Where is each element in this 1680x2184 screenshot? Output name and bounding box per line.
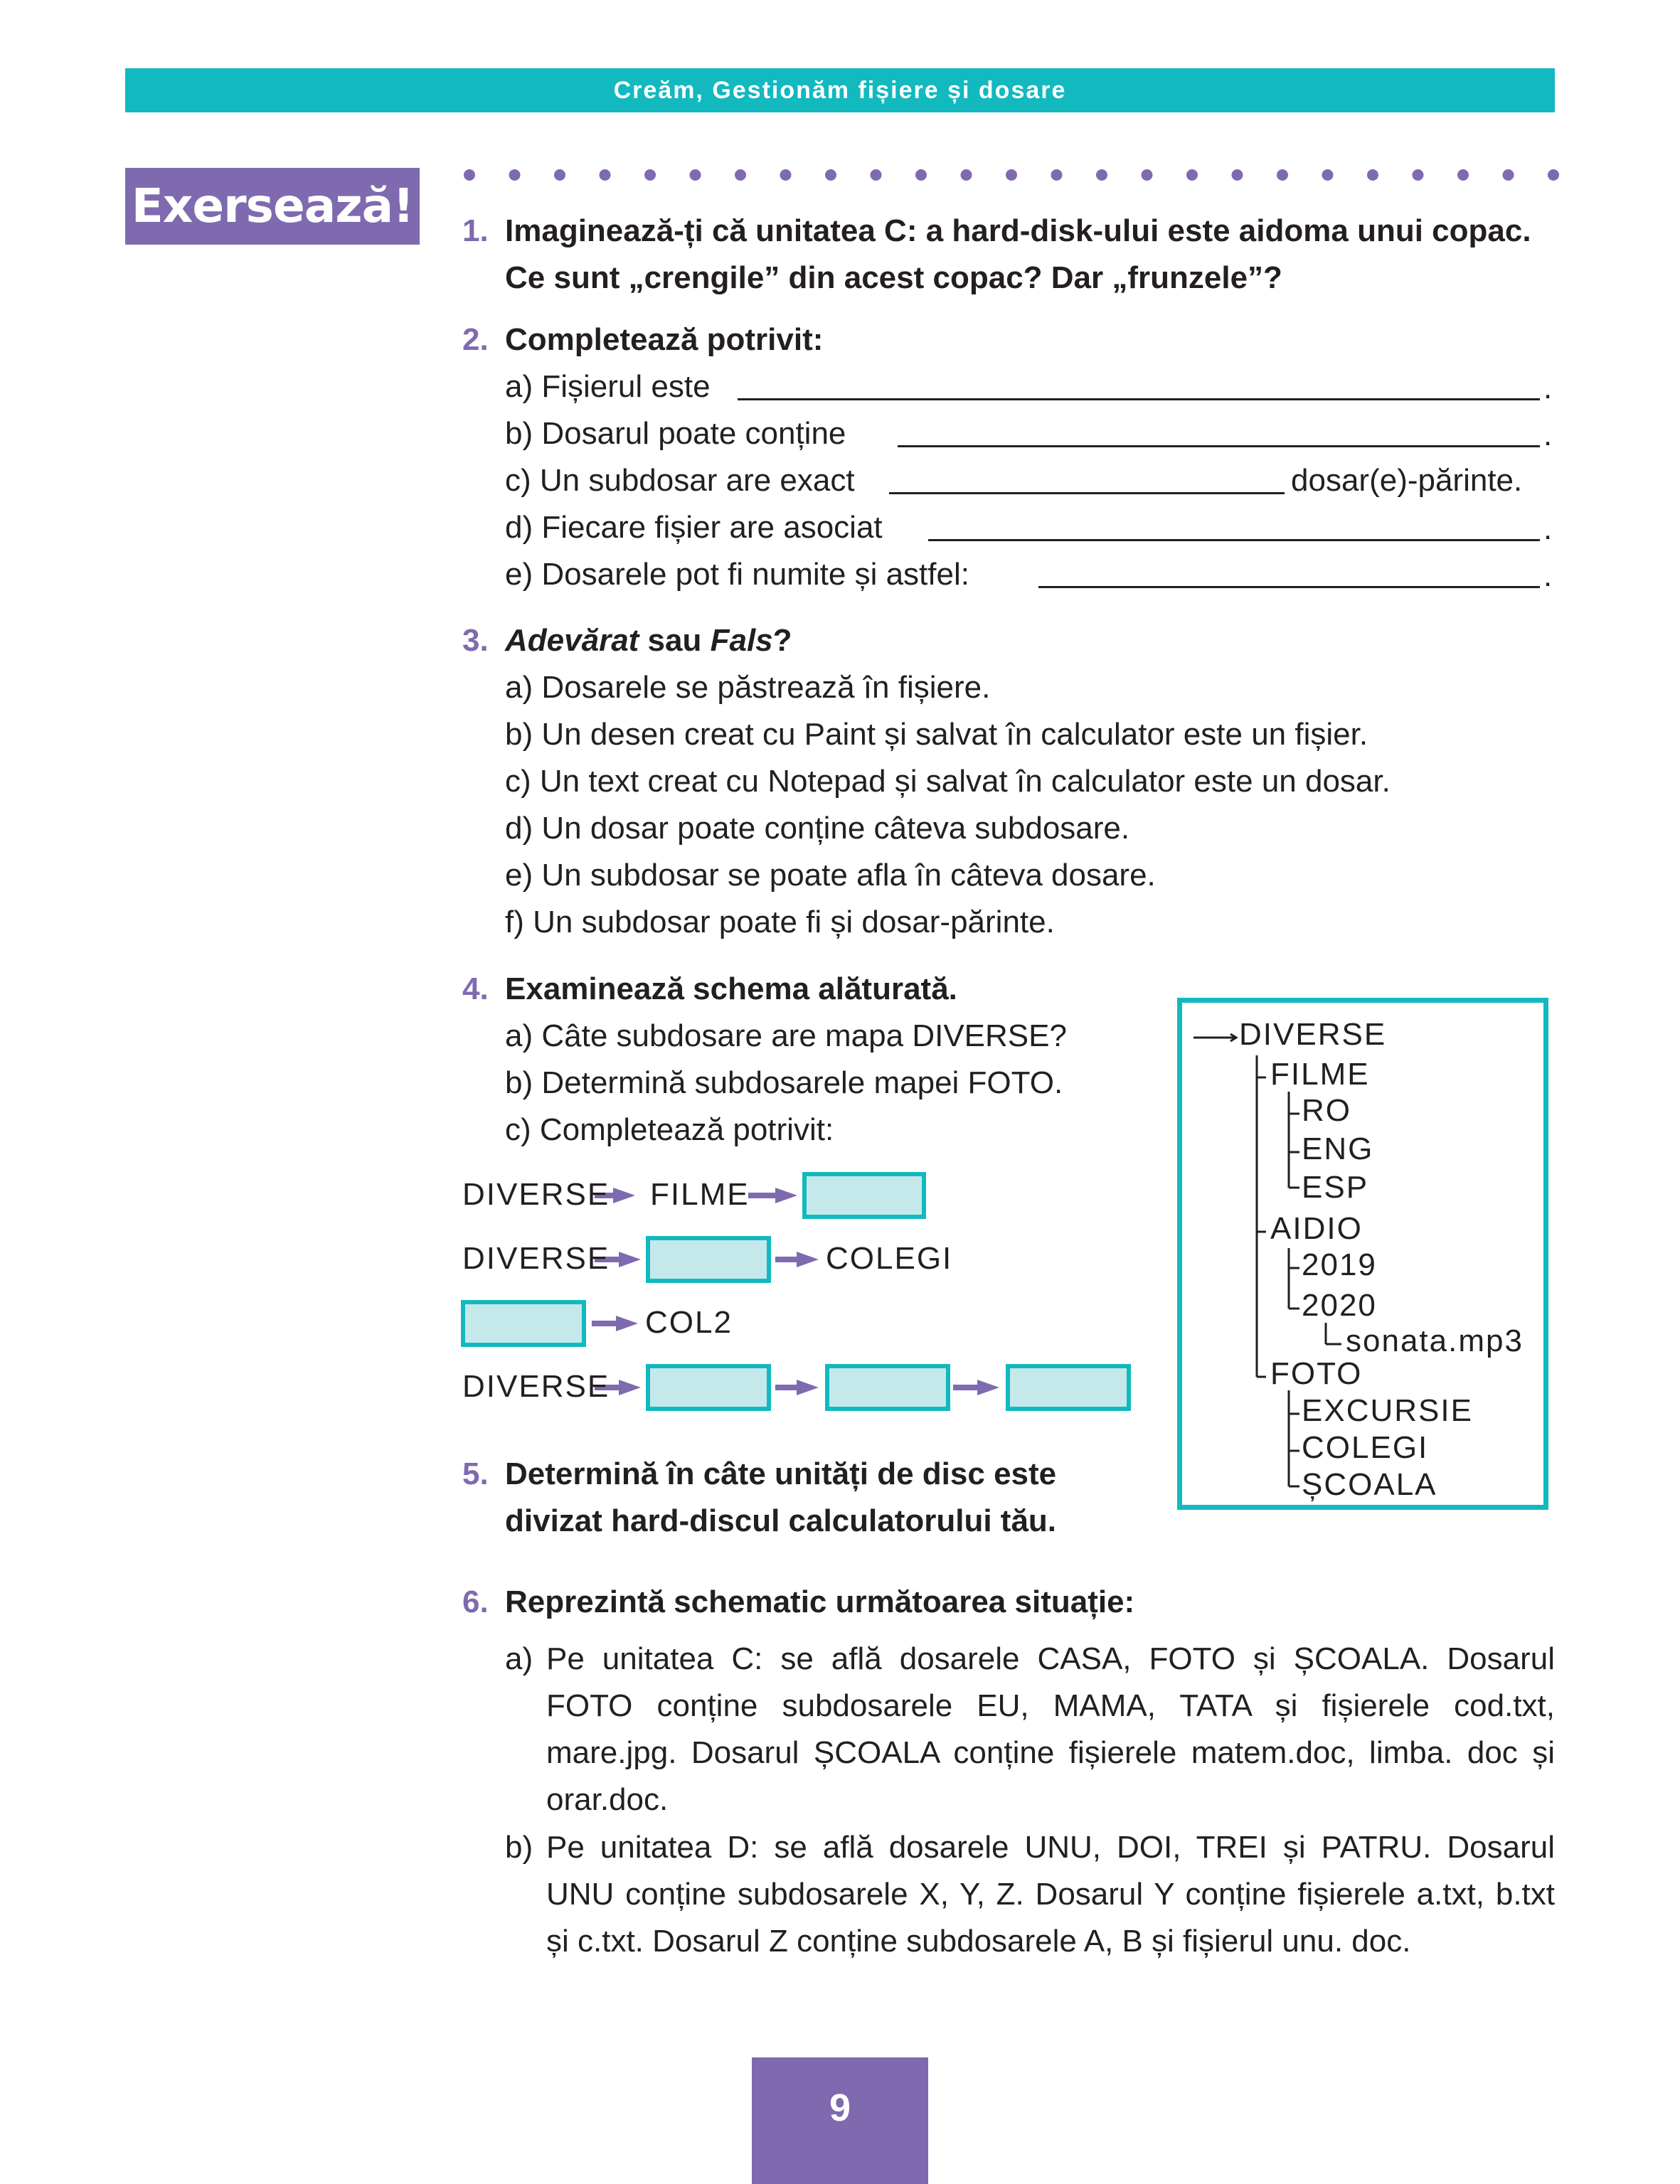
arrow-icon — [748, 1188, 797, 1203]
divider-dot — [509, 169, 521, 181]
q6-item-a-text: Pe unitatea C: se află dosarele CASA, FOTO și ȘCOALA. Dosarul FOTO conține subdosarele EU, MAMA, TATA și fișierele cod.txt, mare.jpg. Dosarul ȘCOALA conține fișierele matem.doc, limba. doc și orar.doc. — [546, 1641, 1555, 1817]
divider-dot — [1457, 169, 1469, 181]
title-true: Adevărat — [505, 623, 639, 658]
q6-item-b-text: Pe unitatea D: se află dosarele UNU, DOI, TREI și PATRU. Dosarul UNU conține subdosarele X, Y, Z. Dosarul Y conține fișierele a.txt, b.txt și c.txt. Dosarul Z conține subdosarele A, B și fișierul unu. doc. — [546, 1830, 1555, 1959]
tree-node-excursie: EXCURSIE — [1302, 1393, 1473, 1428]
answer-blank[interactable] — [738, 398, 1540, 400]
flow-diverse-2: DIVERSE — [462, 1241, 610, 1276]
tree-node-diverse: DIVERSE — [1239, 1017, 1387, 1052]
divider-dot — [780, 169, 792, 181]
arrow-icon — [953, 1380, 999, 1395]
q2-item-a: a) Fișierul este — [505, 369, 711, 404]
dotted-divider — [464, 168, 1559, 182]
answer-box[interactable] — [646, 1364, 771, 1411]
period: . — [1543, 371, 1553, 405]
page-number: 9 — [752, 2057, 928, 2184]
tree-node-ro: RO — [1302, 1093, 1351, 1128]
answer-box[interactable] — [802, 1172, 926, 1219]
divider-dot — [1548, 169, 1559, 181]
divider-dot — [1277, 169, 1288, 181]
q2-item-e: e) Dosarele pot fi numite și astfel: — [505, 557, 969, 592]
q3-item-a: a) Dosarele se păstrează în fișiere. — [505, 670, 991, 705]
answer-blank[interactable] — [1038, 586, 1540, 588]
question-1-line-1: Imaginează-ți că unitatea C: a hard-disk-ului este aidoma unui copac. — [505, 213, 1531, 248]
tree-node-scoala: ȘCOALA — [1302, 1467, 1437, 1502]
question-4-title: Examinează schema alăturată. — [505, 971, 957, 1006]
tree-node-esp: ESP — [1302, 1170, 1369, 1205]
question-6-title: Reprezintă schematic următoarea situație: — [505, 1584, 1135, 1619]
answer-box[interactable] — [825, 1364, 950, 1411]
q2-item-d: d) Fiecare fișier are asociat — [505, 510, 883, 545]
question-number: 5. — [462, 1456, 489, 1491]
divider-dot — [554, 169, 565, 181]
flow-diverse-3: DIVERSE — [462, 1369, 610, 1404]
divider-dot — [600, 169, 611, 181]
flow-filme: FILME — [650, 1177, 750, 1212]
tree-node-aidio: AIDIO — [1270, 1211, 1363, 1246]
question-number: 2. — [462, 322, 489, 357]
divider-dot — [464, 169, 475, 181]
q6-item-b-label: b) — [505, 1830, 533, 1865]
chapter-header: Creăm, Gestionăm fișiere și dosare — [125, 68, 1555, 112]
q3-item-c: c) Un text creat cu Notepad și salvat în calculator este un dosar. — [505, 764, 1391, 799]
question-5-line-2: divizat hard-discul calculatorului tău. — [505, 1503, 1057, 1538]
divider-dot — [1413, 169, 1424, 181]
question-number: 3. — [462, 623, 489, 658]
arrow-icon — [775, 1380, 819, 1395]
q4-item-b: b) Determină subdosarele mapei FOTO. — [505, 1065, 1063, 1100]
tree-node-colegi: COLEGI — [1302, 1430, 1429, 1465]
question-2-title: Completează potrivit: — [505, 322, 824, 357]
q4-item-c: c) Completează potrivit: — [505, 1112, 834, 1147]
period: . — [1543, 511, 1553, 546]
title-false: Fals — [710, 623, 773, 658]
q4-item-a: a) Câte subdosare are mapa DIVERSE? — [505, 1018, 1067, 1053]
question-number: 6. — [462, 1584, 489, 1619]
title-or: sau — [639, 623, 711, 658]
q6-item-a-label: a) — [505, 1641, 533, 1676]
question-1-line-2: Ce sunt „crengile” din acest copac? Dar „frunzele”? — [505, 260, 1282, 295]
tree-node-filme: FILME — [1270, 1057, 1370, 1092]
divider-dot — [961, 169, 972, 181]
question-number: 4. — [462, 971, 489, 1006]
divider-dot — [690, 169, 701, 181]
tree-node-2020: 2020 — [1302, 1288, 1377, 1323]
divider-dot — [915, 169, 927, 181]
q3-item-b: b) Un desen creat cu Paint și salvat în calculator este un fișier. — [505, 717, 1368, 752]
q3-item-e: e) Un subdosar se poate afla în câteva dosare. — [505, 858, 1156, 893]
arrow-icon — [592, 1316, 638, 1331]
arrow-icon — [775, 1252, 819, 1267]
flow-col2: COL2 — [645, 1305, 733, 1340]
tree-node-foto: FOTO — [1270, 1356, 1363, 1391]
question-3-title — [505, 617, 792, 664]
folder-tree-diagram — [1177, 998, 1548, 1510]
divider-dot — [1142, 169, 1153, 181]
period: . — [1543, 417, 1553, 452]
flow-diverse-1: DIVERSE — [462, 1177, 610, 1212]
divider-dot — [644, 169, 656, 181]
answer-box[interactable] — [461, 1300, 586, 1347]
divider-dot — [1096, 169, 1107, 181]
divider-dot — [735, 169, 746, 181]
answer-blank[interactable] — [889, 492, 1285, 494]
answer-blank[interactable] — [898, 445, 1540, 447]
tree-node-eng: ENG — [1302, 1131, 1374, 1166]
tree-node-2019: 2019 — [1302, 1247, 1377, 1282]
q3-item-f: f) Un subdosar poate fi și dosar-părinte. — [505, 905, 1055, 939]
divider-dot — [1006, 169, 1017, 181]
tree-node-sonata: sonata.mp3 — [1346, 1323, 1524, 1358]
period: . — [1543, 558, 1553, 593]
divider-dot — [871, 169, 882, 181]
flow-colegi: COLEGI — [826, 1241, 953, 1276]
answer-box[interactable] — [646, 1236, 771, 1283]
exercise-tag: Exersează! — [125, 168, 420, 245]
question-number: 1. — [462, 213, 489, 248]
divider-dot — [1186, 169, 1198, 181]
divider-dot — [1503, 169, 1514, 181]
q2-item-c: c) Un subdosar are exact — [505, 463, 855, 498]
divider-dot — [1051, 169, 1063, 181]
answer-box[interactable] — [1006, 1364, 1131, 1411]
divider-dot — [1367, 169, 1378, 181]
divider-dot — [1322, 169, 1334, 181]
q3-item-d: d) Un dosar poate conține câteva subdosare. — [505, 811, 1130, 846]
divider-dot — [1232, 169, 1243, 181]
divider-dot — [825, 169, 836, 181]
q2-item-b: b) Dosarul poate conține — [505, 416, 846, 451]
q2-item-c-end: dosar(e)-părinte. — [1291, 463, 1523, 498]
answer-blank[interactable] — [928, 539, 1540, 541]
question-5-line-1: Determină în câte unități de disc este — [505, 1456, 1057, 1491]
title-question-mark: ? — [772, 623, 792, 658]
